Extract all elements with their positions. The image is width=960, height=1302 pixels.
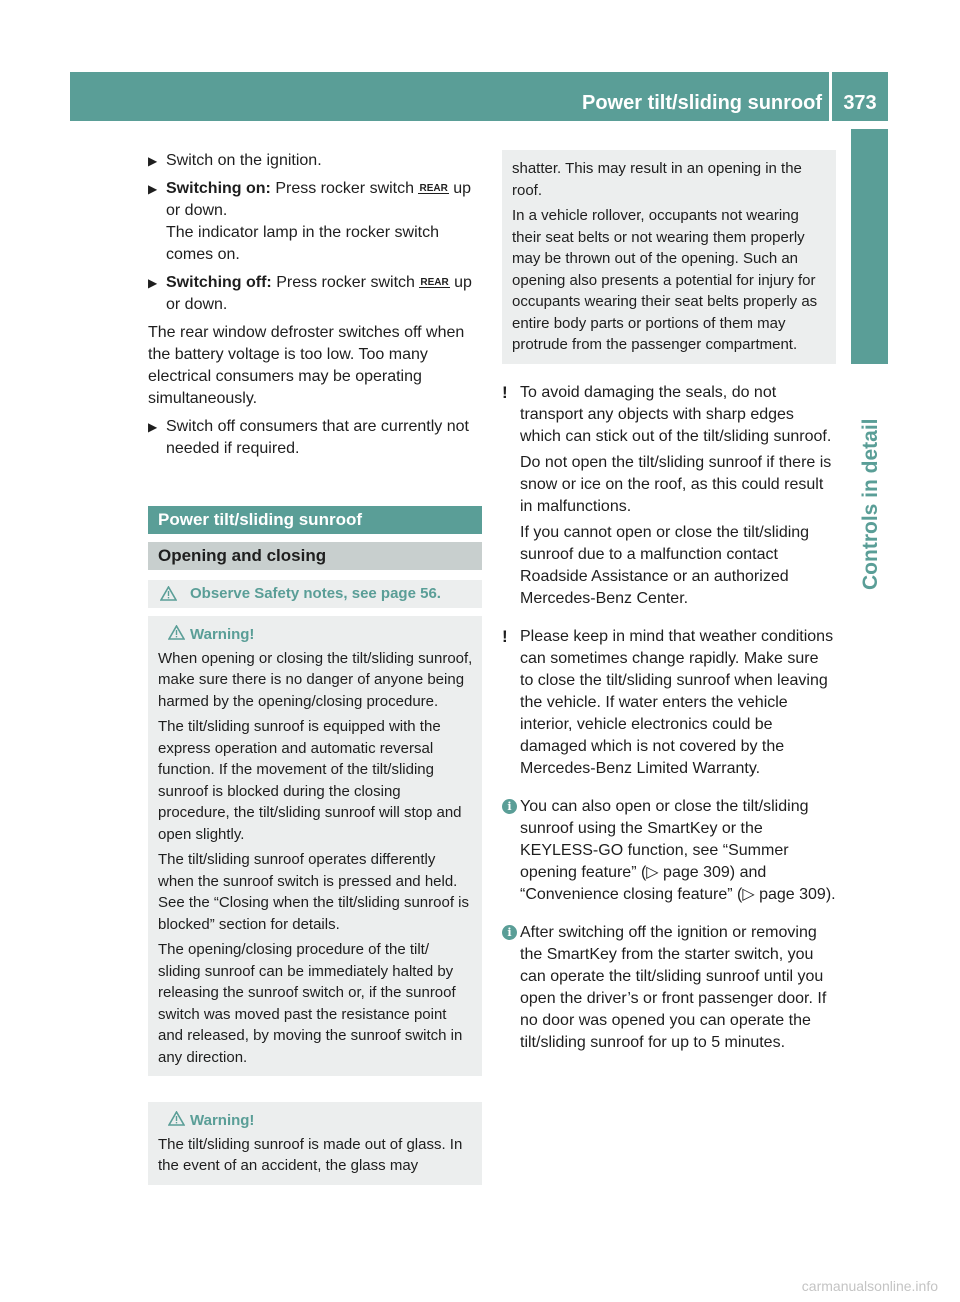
info-icon: i bbox=[502, 799, 517, 814]
notice-paragraph: To avoid damaging the seals, do not transport any objects with sharp edges which can stick out of the tilt/sliding sunroof. bbox=[520, 383, 832, 445]
warning-heading bbox=[158, 1110, 474, 1132]
warning-box bbox=[148, 616, 482, 1076]
warning-heading bbox=[158, 624, 474, 646]
notice-paragraph: Please keep in mind that weather conditions can sometimes change rapidly. Make sure to close the tilt/sliding sunroof when leaving the vehicle. If water enters the vehicle interior, vehicle electronics could be damaged which is not covered by the Mercedes-Benz Limited Warranty. bbox=[520, 627, 834, 777]
caution-notice bbox=[502, 382, 836, 610]
step-switching-on bbox=[148, 178, 482, 266]
side-tab-marker bbox=[851, 129, 888, 364]
step-text: Switch on the ignition. bbox=[166, 152, 322, 169]
step-arrow-icon: ▶ bbox=[148, 182, 158, 196]
spacer bbox=[502, 786, 836, 796]
caution-exclamation-icon: ! bbox=[502, 626, 508, 646]
page-header-title: Power tilt/sliding sunroof bbox=[582, 92, 822, 114]
warning-paragraph: The tilt/sliding sunroof operates differently when the sunroof switch is pressed and held. See the “Closing when the tilt/sliding sunroof is blocked” section for details. bbox=[158, 851, 470, 933]
spacer bbox=[148, 1076, 482, 1094]
step-text: The indicator lamp in the rocker switch comes on. bbox=[166, 224, 439, 263]
warning-paragraph: In a vehicle rollover, occupants not wearing their seat belts or not wearing them properly may be thrown out of the opening. Such an opening also presents a potential for injury for occupants wearing their seat belts properly as entire body parts or portions of them may protrude from the passenger compartment. bbox=[512, 207, 818, 353]
warning-paragraph: shatter. This may result in an opening in the roof. bbox=[512, 160, 802, 199]
info-icon: i bbox=[502, 925, 517, 940]
warning-triangle-icon bbox=[168, 1111, 185, 1126]
right-column bbox=[502, 150, 836, 1060]
step-text: Switch off consumers that are currently not needed if required. bbox=[166, 418, 469, 457]
notice-paragraph: After switching off the ignition or removing the SmartKey from the starter switch, you can operate the tilt/sliding sunroof until you open the driver’s or front passenger door. If no door was opened you can operate the tilt/sliding sunroof for up to 5 minutes. bbox=[520, 923, 827, 1051]
warning-triangle-icon bbox=[160, 586, 177, 601]
spacer bbox=[502, 912, 836, 922]
step-switch-off-consumers bbox=[148, 416, 482, 460]
step-label: Switching on: bbox=[166, 180, 271, 197]
warning-paragraph: The tilt/sliding sunroof is equipped with the express operation and automatic reversal function. If the movement of the tilt/sliding sunroof is blocked during the closing procedure, the tilt/sliding sunroof will stop and open slightly. bbox=[158, 718, 462, 843]
step-text: Press rocker switch bbox=[271, 274, 420, 291]
warning-paragraph: The tilt/sliding sunroof is made out of glass. In the event of an accident, the glass may bbox=[158, 1135, 463, 1174]
body-paragraph: The rear window defroster switches off when the battery voltage is too low. Too many electrical consumers may be operating simultaneously. bbox=[148, 324, 465, 407]
caution-exclamation-icon: ! bbox=[502, 382, 508, 402]
warning-box-continued bbox=[502, 150, 836, 364]
subsection-title: Opening and closing bbox=[148, 542, 482, 570]
rear-defroster-icon: REAR bbox=[420, 276, 449, 288]
rear-defroster-icon: REAR bbox=[419, 182, 448, 194]
section-title: Power tilt/sliding sunroof bbox=[148, 506, 482, 534]
info-notice bbox=[502, 796, 836, 906]
warning-paragraph: The opening/closing procedure of the tilt/ sliding sunroof can be immediately halted by releasing the sunroof switch or, if the sunroof switch was moved past the resistance point and released, by moving the sunroof switch in any direction. bbox=[158, 941, 463, 1066]
step-switching-off bbox=[148, 272, 482, 316]
step-arrow-icon: ▶ bbox=[148, 276, 158, 290]
step-text: up or down. bbox=[166, 180, 472, 219]
spacer bbox=[502, 364, 836, 382]
step-text: Press rocker switch bbox=[270, 180, 419, 197]
watermark-text: carmanualsonline.info bbox=[801, 1278, 938, 1294]
left-column bbox=[148, 150, 482, 1185]
observe-safety-note bbox=[148, 580, 482, 608]
warning-paragraph: When opening or closing the tilt/sliding sunroof, make sure there is no danger of anyone being harmed by the opening/closing procedure. bbox=[158, 649, 473, 710]
spacer bbox=[502, 616, 836, 626]
page-number: 373 bbox=[843, 92, 877, 114]
observe-text: Observe Safety notes, see page 56. bbox=[190, 585, 441, 602]
warning-title: Warning! bbox=[190, 626, 255, 643]
warning-box bbox=[148, 1102, 482, 1185]
step-text: up or down. bbox=[166, 274, 472, 313]
step-label: Switching off: bbox=[166, 274, 272, 291]
step-arrow-icon: ▶ bbox=[148, 154, 158, 168]
caution-notice bbox=[502, 626, 836, 780]
notice-paragraph: You can also open or close the tilt/sliding sunroof using the SmartKey or the KEYLESS-GO function, see “Summer opening feature” (▷ page 309) and “Convenience closing feature” (▷ page 309). bbox=[520, 797, 836, 903]
side-tab-label: Controls in detail bbox=[859, 418, 882, 590]
notice-paragraph: Do not open the tilt/sliding sunroof if there is snow or ice on the roof, as this could result in malfunctions. bbox=[520, 453, 832, 515]
info-notice bbox=[502, 922, 836, 1054]
step-ignition bbox=[148, 150, 482, 172]
warning-title: Warning! bbox=[190, 1112, 255, 1129]
warning-triangle-icon bbox=[168, 625, 185, 640]
notice-paragraph: If you cannot open or close the tilt/sliding sunroof due to a malfunction contact Roadside Assistance or an authorized Mercedes-Benz Center. bbox=[520, 523, 810, 607]
step-arrow-icon: ▶ bbox=[148, 420, 158, 434]
